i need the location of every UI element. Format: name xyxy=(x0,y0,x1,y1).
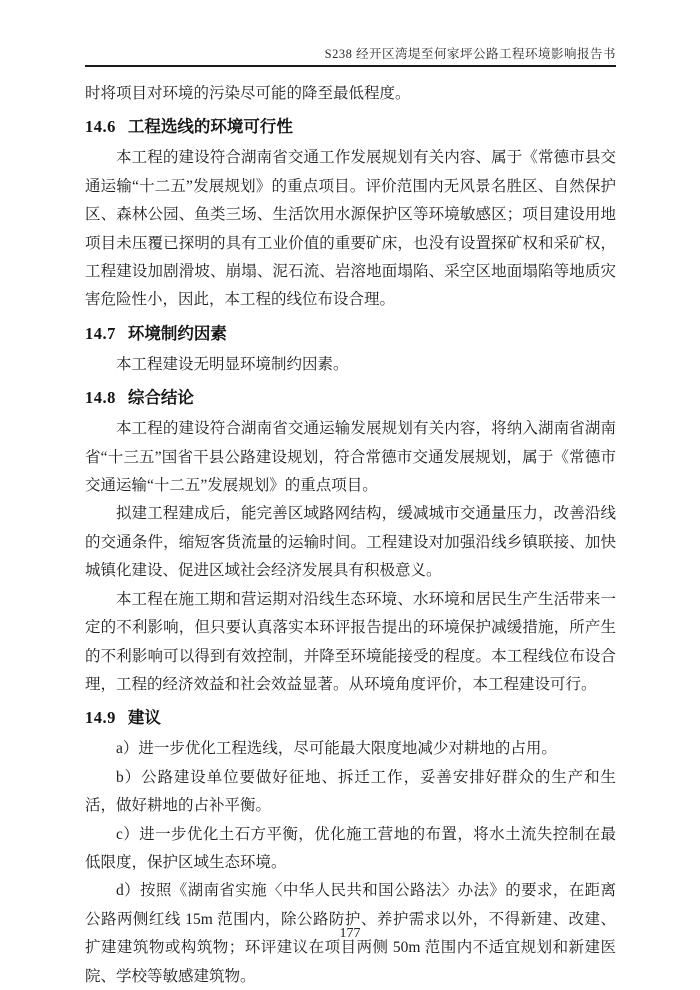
paragraph: 本工程建设无明显环境制约因素。 xyxy=(116,355,349,373)
paragraph-suggestion-a: a）进一步优化工程选线，尽可能最大限度地减少对耕地的占用。 xyxy=(116,740,557,758)
section-number: 14.6 xyxy=(85,117,116,137)
page-header xyxy=(85,46,616,67)
section-number: 14.9 xyxy=(85,708,116,728)
paragraph-suggestion-b: b）公路建设单位要做好征地、拆迁工作，妥善安排好群众的生产和生活，做好耕地的占补平衡。 xyxy=(85,768,616,815)
section-title: 工程选线的环境可行性 xyxy=(127,118,293,137)
section-number: 14.7 xyxy=(85,323,116,343)
section-heading-14-7 xyxy=(85,319,616,349)
header-rule xyxy=(85,65,616,67)
paragraph: 本工程在施工期和营运期对沿线生态环境、水环境和居民生产生活带来一定的不利影响，但只要认真落实本环评报告提出的环境保护减缓措施，所产生的不利影响可以得到有效控制，并降至环境能接受的程度。本工程线位布设合理，工程的经济效益和社会效益显著。从环境角度评价，本工程建设可行。 xyxy=(85,590,616,693)
paragraph-suggestion-d: d）按照《湖南省实施〈中华人民共和国公路法〉办法》的要求，在距离公路两侧红线 15m 范围内，除公路防护、养护需求以外，不得新建、改建、扩建建筑物或构筑物；环评建议在项目两侧 50m 范围内不适宜规划和新建医院、学校等敏感建筑物。 xyxy=(85,882,616,985)
paragraph: 拟建工程建成后，能完善区域路网结构，缓减城市交通量压力，改善沿线的交通条件，缩短客货流量的运输时间。工程建设对加强沿线乡镇联接、加快城镇化建设、促进区域社会经济发展具有积极意义。 xyxy=(85,505,616,580)
section-number: 14.8 xyxy=(85,388,116,408)
paragraph: 本工程的建设符合湖南省交通工作发展规划有关内容、属于《常德市县交通运输“十二五”发展规划》的重点项目。评价范围内无风景名胜区、自然保护区、森林公园、鱼类三场、生活饮用水源保护区等环境敏感区；项目建设用地项目未压覆已探明的具有工业价值的重要矿床，也没有设置探矿权和采矿权，工程建设加剧滑坡、崩塌、泥石流、岩溶地面塌陷、采空区地面塌陷等地质灾害危险性小，因此，本工程的线位布设合理。 xyxy=(85,149,616,309)
paragraph-suggestion-c: c）进一步优化土石方平衡，优化施工营地的布置，将水土流失控制在最低限度，保护区域生态环境。 xyxy=(85,825,616,871)
section-title: 环境制约因素 xyxy=(127,324,227,343)
section-heading-14-9 xyxy=(85,703,616,733)
paragraph-intro-tail: 时将项目对环境的污染尽可能的降至最低程度。 xyxy=(85,85,411,102)
section-heading-14-6 xyxy=(85,112,616,142)
paragraph: 本工程的建设符合湖南省交通运输发展规划有关内容，将纳入湖南省湖南省“十三五”国省干县公路建设规划，符合常德市交通发展规划，属于《常德市交通运输“十二五”发展规划》的重点项目。 xyxy=(85,420,616,495)
section-title: 综合结论 xyxy=(127,389,194,408)
document-body xyxy=(85,80,616,990)
section-heading-14-8 xyxy=(85,383,616,413)
page-number: 177 xyxy=(339,926,361,941)
running-header-title: S238 经开区湾堤至何家坪公路工程环境影响报告书 xyxy=(324,47,616,61)
section-title: 建议 xyxy=(127,709,161,728)
